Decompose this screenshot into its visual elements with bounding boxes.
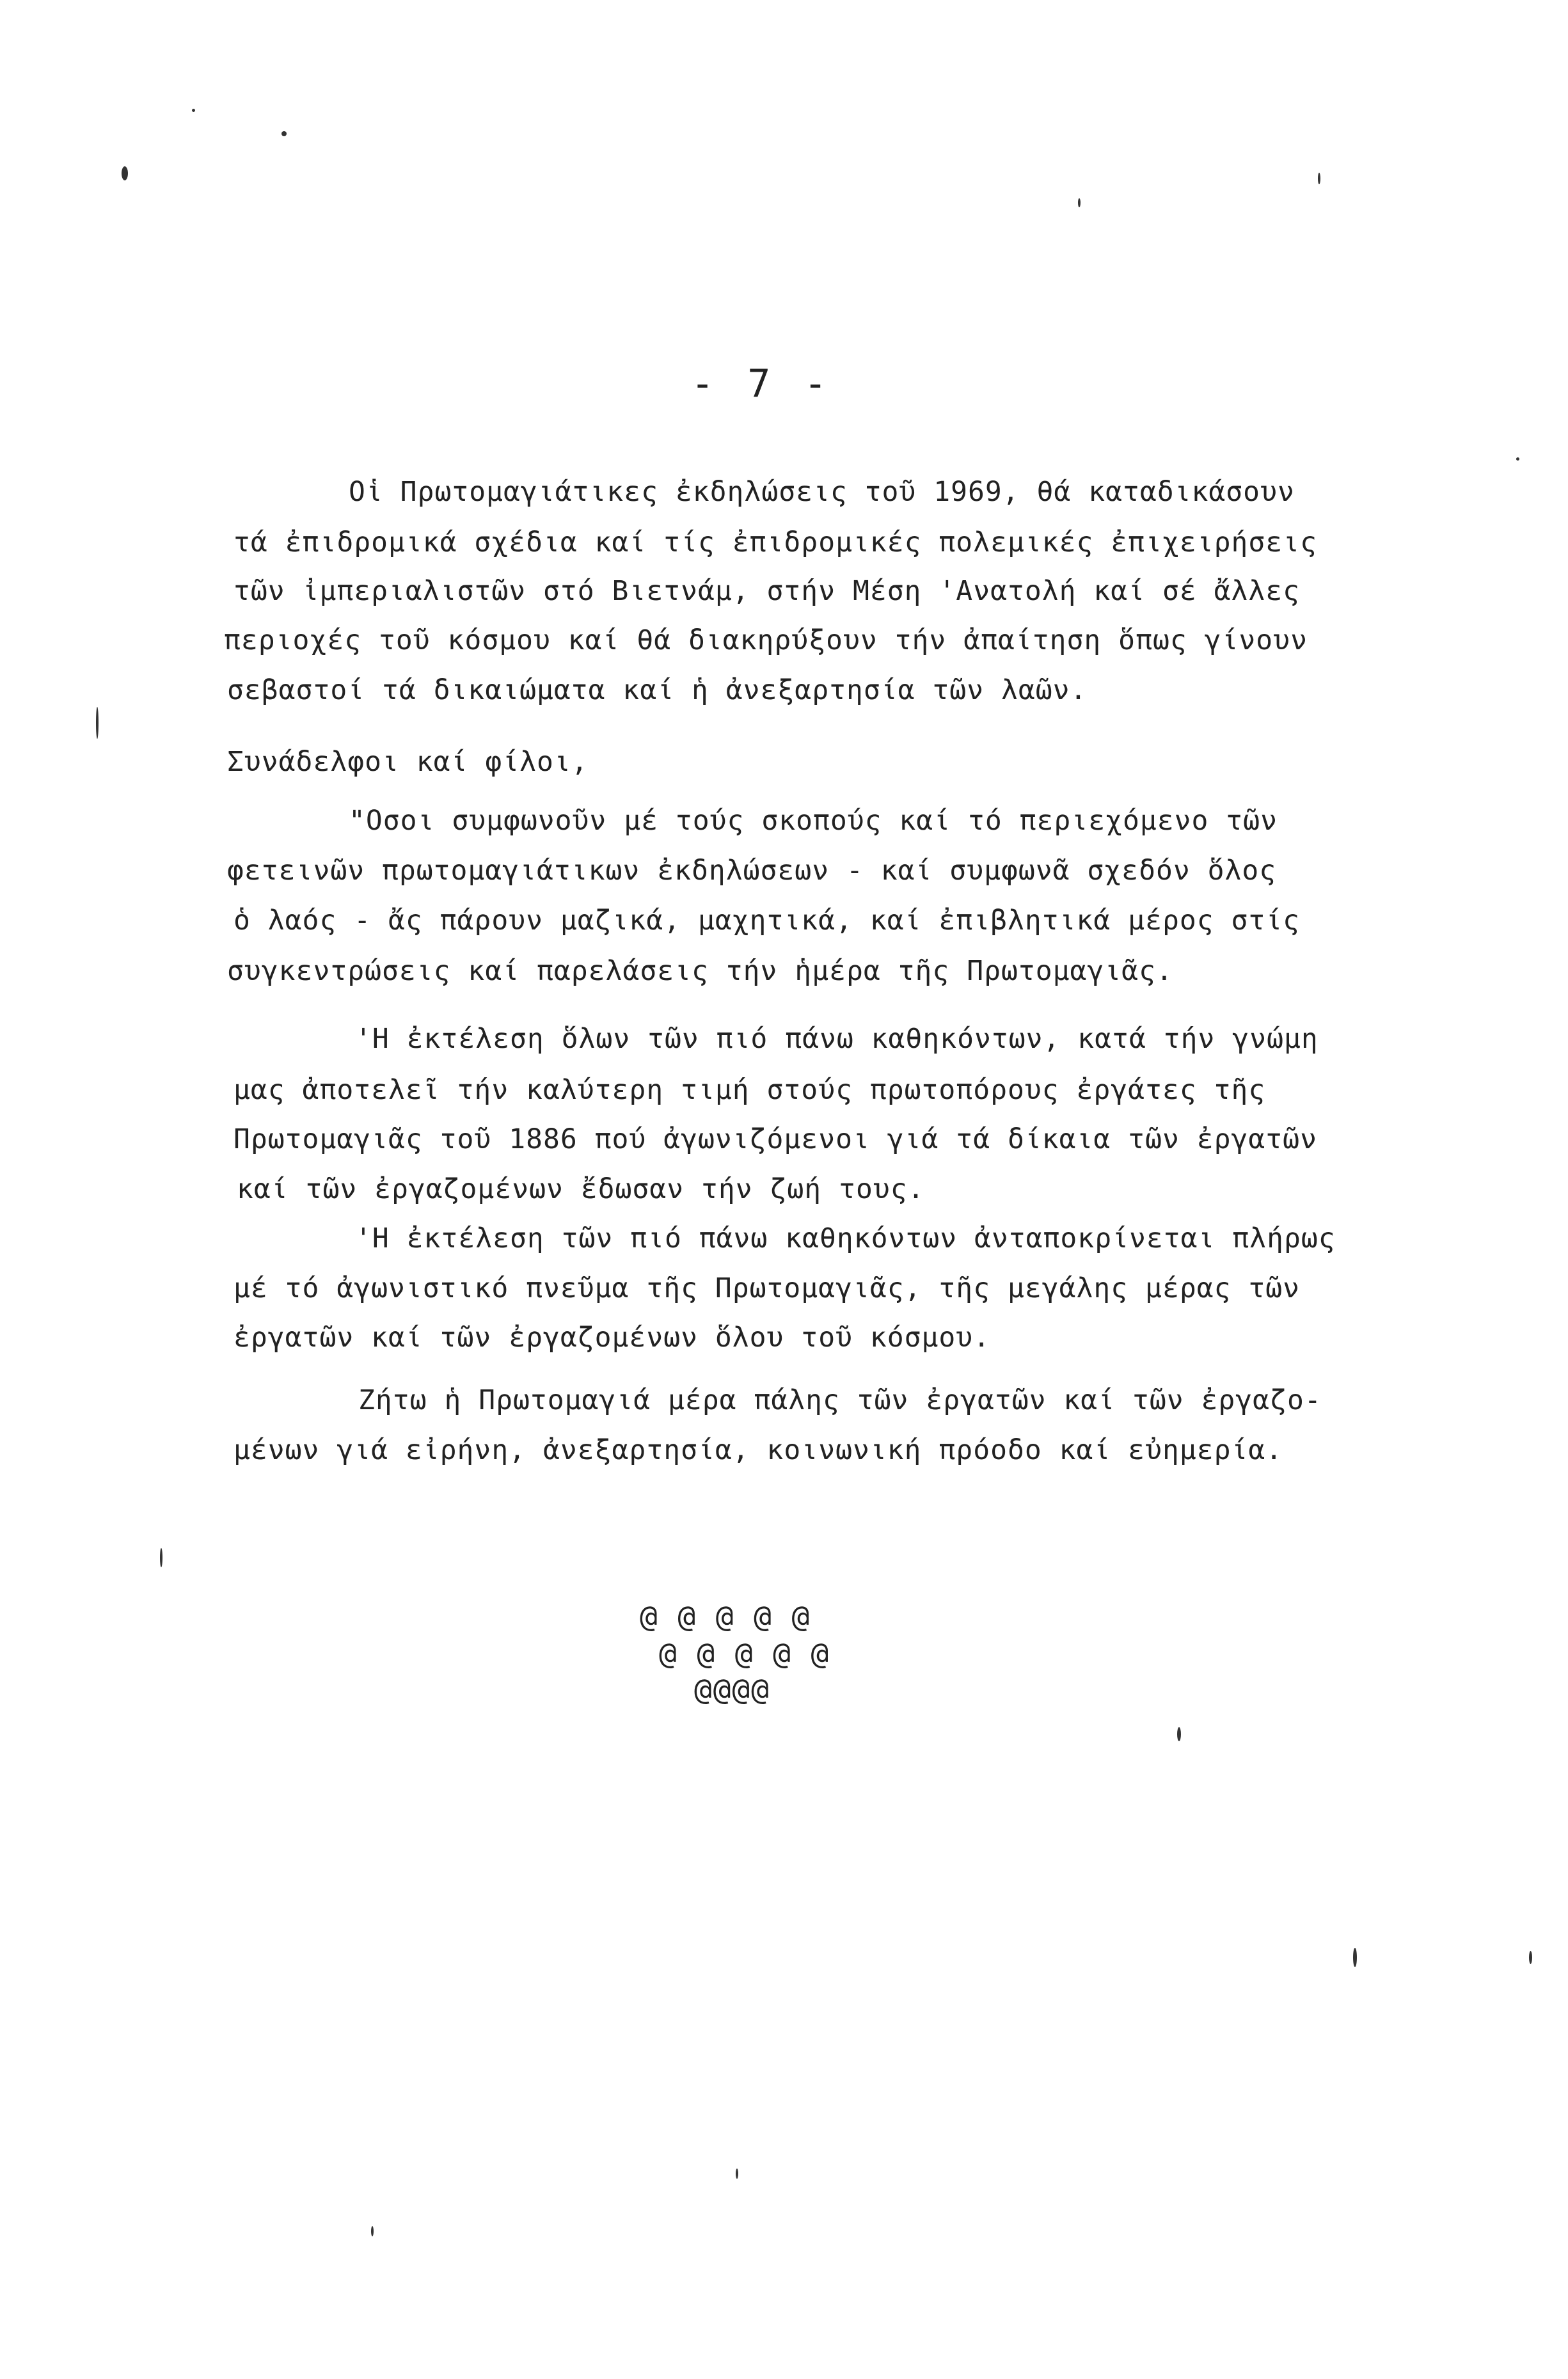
text-line: τῶν ἰμπεριαλιστῶν στό Βιετνάμ, στήν Μέση 'Ανατολή καί σέ ἄλλες <box>234 575 1301 607</box>
scan-speck <box>371 2226 374 2236</box>
salutation-line: Συνάδελφοι καί φίλοι, <box>227 746 589 778</box>
text-line: περιοχές τοῦ κόσμου καί θά διακηρύξουν τήν ἀπαίτηση ὅπως γίνουν <box>224 624 1308 656</box>
text-line: μένων γιά εἰρήνη, ἀνεξαρτησία, κοινωνική πρόοδο καί εὐημερία. <box>234 1434 1283 1466</box>
text-line: τά ἐπιδρομικά σχέδια καί τίς ἐπιδρομικές πολεμικές ἐπιχειρήσεις <box>234 526 1317 558</box>
text-line: "Οσοι συμφωνοῦν μέ τούς σκοπούς καί τό περιεχόμενο τῶν <box>349 805 1278 837</box>
scan-speck <box>1516 457 1519 461</box>
page-number: - 7 - <box>691 361 832 406</box>
text-line: 'Η ἐκτέλεση τῶν πιό πάνω καθηκόντων ἀνταποκρίνεται πλήρως <box>355 1222 1336 1254</box>
scan-speck <box>736 2169 738 2179</box>
ornament-row-2: @ @ @ @ @ <box>659 1636 830 1671</box>
ornament-row-1: @ @ @ @ @ <box>640 1599 811 1634</box>
text-line: σεβαστοί τά δικαιώματα καί ἡ ἀνεξαρτησία τῶν λαῶν. <box>227 674 1088 706</box>
ornament-row-3: @@@@ <box>694 1672 770 1707</box>
text-line: φετεινῶν πρωτομαγιάτικων ἐκδηλώσεων - καί συμφωνᾶ σχεδόν ὅλος <box>227 855 1277 887</box>
scan-speck <box>1529 1951 1532 1964</box>
scan-speck <box>96 707 99 739</box>
text-line: καί τῶν ἐργαζομένων ἔδωσαν τήν ζωή τους. <box>237 1173 925 1205</box>
text-line: Ζήτω ἡ Πρωτομαγιά μέρα πάλης τῶν ἐργατῶν καί τῶν ἐργαζο- <box>358 1384 1322 1416</box>
scan-speck <box>160 1548 162 1567</box>
scan-speck <box>1177 1727 1181 1741</box>
scan-speck <box>1318 173 1320 184</box>
scan-speck <box>1078 198 1081 207</box>
text-line: ἐργατῶν καί τῶν ἐργαζομένων ὅλου τοῦ κόσμου. <box>234 1322 991 1354</box>
text-line: Πρωτομαγιᾶς τοῦ 1886 πού ἀγωνιζόμενοι γιά τά δίκαια τῶν ἐργατῶν <box>234 1123 1317 1155</box>
scan-speck <box>122 166 128 180</box>
text-line: 'Η ἐκτέλεση ὅλων τῶν πιό πάνω καθηκόντων, κατά τήν γνώμη <box>355 1023 1319 1055</box>
scan-speck <box>192 109 195 112</box>
text-line: ὁ λαός - ἄς πάρουν μαζικά, μαχητικά, καί ἐπιβλητικά μέρος στίς <box>234 905 1301 937</box>
text-line: μέ τό ἀγωνιστικό πνεῦμα τῆς Πρωτομαγιᾶς, τῆς μεγάλης μέρας τῶν <box>234 1272 1301 1304</box>
text-line: Οἱ Πρωτομαγιάτικες ἐκδηλώσεις τοῦ 1969, θά καταδικάσουν <box>349 476 1295 508</box>
text-line: μας ἀποτελεῖ τήν καλύτερη τιμή στούς πρωτοπόρους ἐργάτες τῆς <box>234 1074 1266 1106</box>
scan-speck <box>1353 1948 1357 1967</box>
text-line: συγκεντρώσεις καί παρελάσεις τήν ἡμέρα τῆς Πρωτομαγιᾶς. <box>227 955 1173 987</box>
scan-speck <box>281 131 287 136</box>
